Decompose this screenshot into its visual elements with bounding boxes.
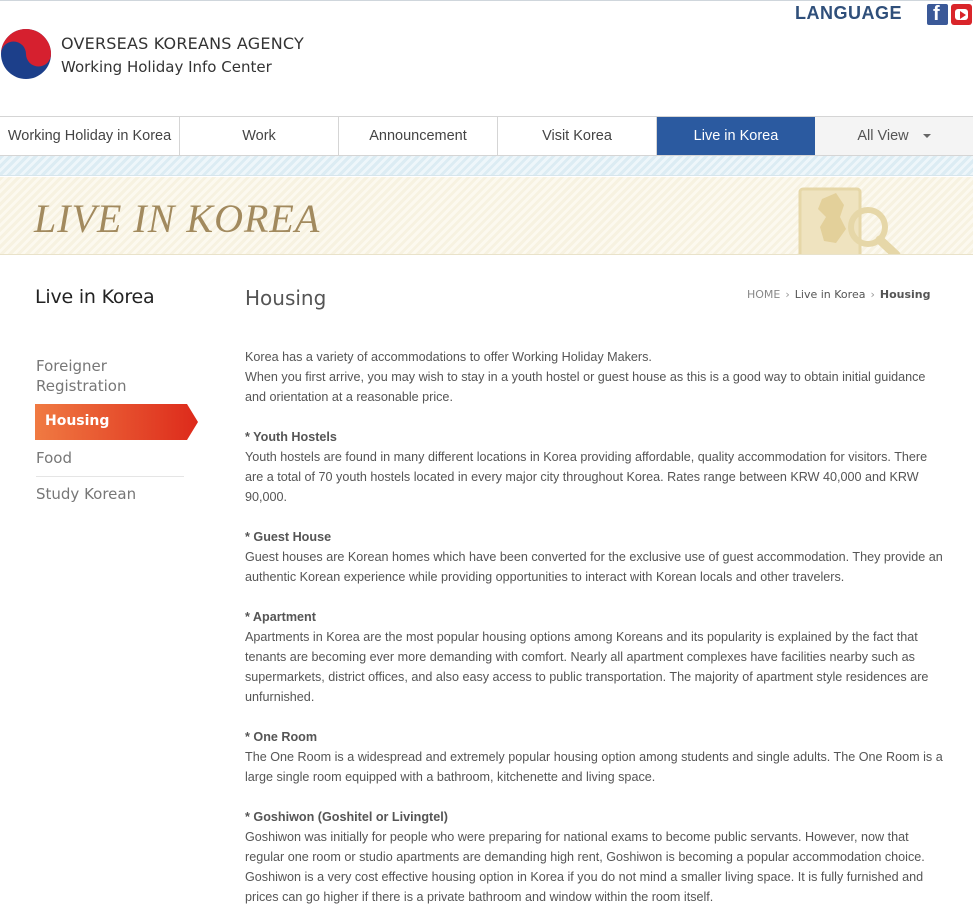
facebook-glyph: f [933, 3, 940, 25]
facebook-icon[interactable] [927, 4, 948, 25]
org-name: OVERSEAS KOREANS AGENCY [61, 34, 304, 53]
nav-working-holiday[interactable]: Working Holiday in Korea [0, 117, 180, 155]
section-heading-guest-house: * Guest House [245, 530, 332, 544]
banner-title: LIVE IN KOREA [34, 196, 321, 241]
chevron-down-icon [923, 134, 931, 138]
chevron-right-icon: › [870, 288, 875, 301]
nav-live-in-korea[interactable]: Live in Korea [657, 117, 815, 155]
nav-work[interactable]: Work [180, 117, 339, 155]
breadcrumb-section[interactable]: Live in Korea [794, 288, 866, 301]
section-heading-apartment: * Apartment [245, 610, 316, 624]
nav-visit-korea[interactable]: Visit Korea [498, 117, 657, 155]
language-selector[interactable]: LANGUAGE [795, 3, 902, 23]
page-title: Housing [245, 286, 327, 310]
section-body-apartment: Apartments in Korea are the most popular housing options among Koreans and its popularity is explained by the fact that tenants are becoming ever more demanding with comfort. Nearly all apartment complexes have facilities nearby such as supermarkets, district offices, and also easy access to public transportation. The majority of apartment style residences are unfurnished. [245, 630, 929, 704]
sidebar-title: Live in Korea [35, 286, 155, 308]
breadcrumb [747, 288, 930, 301]
taegeuk-logo-icon[interactable] [0, 28, 52, 80]
sidebar-item-label: Housing [45, 413, 110, 429]
section-body-goshiwon: Goshiwon was initially for people who were preparing for national exams to become public servants. However, now that regular one room or studio apartments are demanding high rent, Goshiwon is becoming a popular accommodation choice. Goshiwon is a very cost effective housing option in Korea if you do not mind a smaller living space. It is fully furnished and prices can go higher if there is a private bathroom and window within the room itself. [245, 830, 925, 904]
decorative-stripe [0, 156, 973, 176]
section-body-guest-house: Guest houses are Korean homes which have been converted for the exclusive use of guest accommodation. They provide an authentic Korean experience while providing opportunities to interact with Korean locals and other travelers. [245, 550, 943, 584]
top-border-line [0, 0, 973, 1]
section-heading-youth-hostels: * Youth Hostels [245, 430, 337, 444]
sidebar-divider [36, 476, 184, 477]
breadcrumb-home[interactable]: HOME [747, 288, 781, 301]
intro-line-2: When you first arrive, you may wish to stay in a youth hostel or guest house as this is a good way to obtain initial guidance and orientation at a reasonable price. [245, 370, 926, 404]
section-body-one-room: The One Room is a widespread and extremely popular housing option among students and single adults. The One Room is a large single room equipped with a bathroom, kitchenette and living space. [245, 750, 943, 784]
all-view-label: All View [857, 128, 909, 144]
chevron-right-icon: › [785, 288, 790, 301]
nav-announcement[interactable]: Announcement [339, 117, 498, 155]
org-subtitle: Working Holiday Info Center [61, 58, 272, 76]
sidebar-item-study-korean[interactable]: Study Korean [36, 485, 137, 503]
section-heading-goshiwon: * Goshiwon (Goshitel or Livingtel) [245, 810, 448, 824]
main-navigation [0, 116, 973, 156]
article-body [245, 347, 945, 907]
sidebar-item-foreigner-registration[interactable]: Foreigner Registration [36, 357, 127, 395]
section-body-youth-hostels: Youth hostels are found in many different locations in Korea providing affordable, quality accommodation for visitors. There are a total of 70 youth hostels located in every major city throughout Korea. Rates range between KRW 40,000 and KRW 90,000. [245, 450, 928, 504]
sidebar-item-food[interactable]: Food [36, 449, 72, 467]
korea-map-search-icon [796, 183, 906, 255]
nav-all-view[interactable] [815, 117, 973, 155]
intro-line-1: Korea has a variety of accommodations to offer Working Holiday Makers. [245, 350, 652, 364]
section-heading-one-room: * One Room [245, 730, 318, 744]
breadcrumb-current: Housing [879, 288, 931, 301]
sidebar-item-housing[interactable] [35, 404, 198, 440]
youtube-icon[interactable] [951, 4, 972, 25]
page-banner [0, 177, 973, 255]
